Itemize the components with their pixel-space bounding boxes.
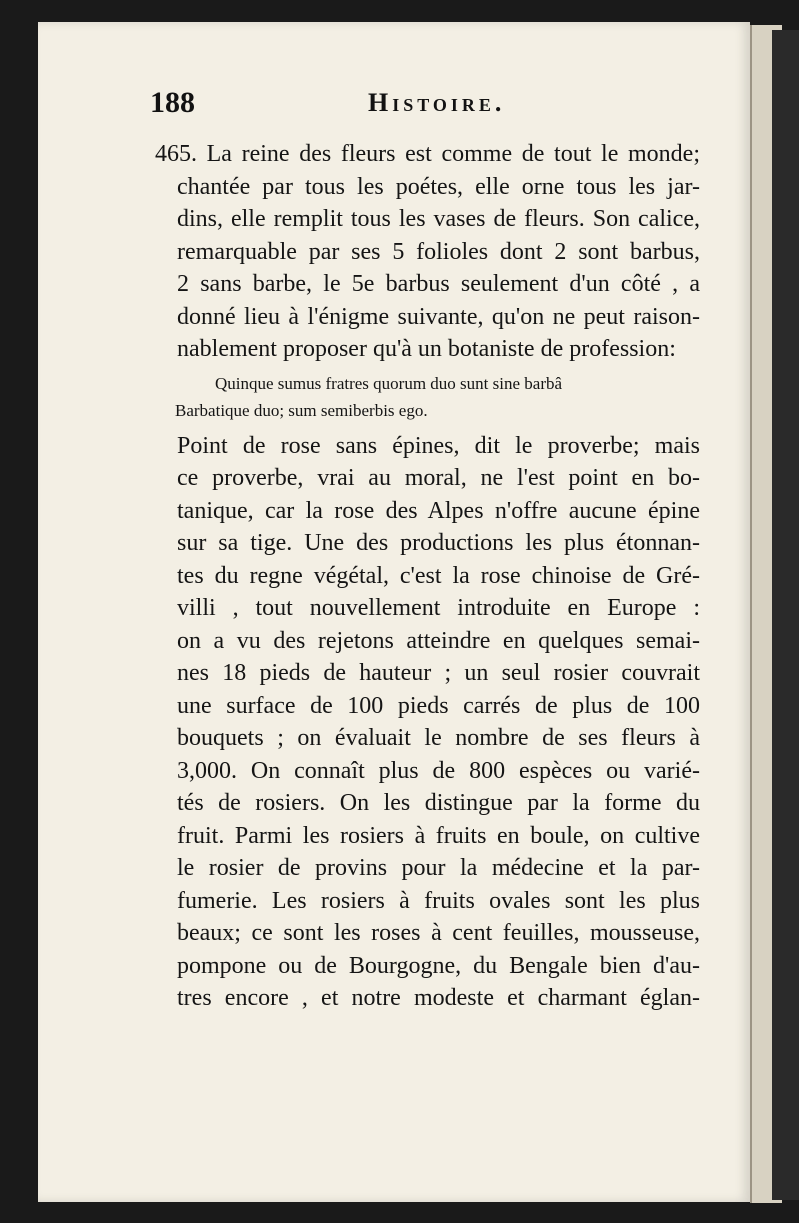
text-line: donné lieu à l'énigme suivante, qu'on ne peut raison- — [177, 303, 700, 330]
body-text — [155, 138, 700, 1015]
latin-quote — [155, 370, 700, 424]
text-line: on a vu des rejetons atteindre en quelques semai- — [177, 627, 700, 654]
text-line: tres encore , et notre modeste et charmant églan- — [177, 985, 700, 1011]
text-line: beaux; ce sont les roses à cent feuilles, mousseuse, — [177, 920, 700, 946]
text-line: tanique, car la rose des Alpes n'offre aucune épine — [177, 497, 700, 524]
quote-line: Barbatique duo; sum semiberbis ego. — [175, 400, 428, 420]
text-line: 2 sans barbe, le 5e barbus seulement d'un côté , a — [177, 271, 700, 297]
text-line: nablement proposer qu'à un botaniste de profession: — [177, 336, 676, 362]
text-line: pompone ou de Bourgogne, du Bengale bien d'au- — [177, 952, 700, 979]
text-line: villi , tout nouvellement introduite en Europe : — [177, 595, 700, 621]
page-header — [150, 86, 670, 126]
text-line: ce proverbe, vrai au moral, ne l'est point en bo- — [177, 465, 700, 491]
text-line: chantée par tous les poétes, elle orne tous les jar- — [177, 173, 700, 200]
background-edge — [772, 30, 799, 1200]
running-title: Histoire. — [368, 88, 506, 117]
text-line: Point de rose sans épines, dit le proverbe; mais — [177, 432, 700, 459]
text-line: fumerie. Les rosiers à fruits ovales sont les plus — [177, 887, 700, 914]
page-number: 188 — [150, 86, 195, 119]
quote-line: Quinque sumus fratres quorum duo sunt sine barbâ — [215, 373, 563, 393]
text-line: remarquable par ses 5 folioles dont 2 sont barbus, — [177, 238, 700, 265]
text-line: tes du regne végétal, c'est la rose chinoise de Gré- — [177, 562, 700, 589]
text-line: tés de rosiers. On les distingue par la forme du — [177, 790, 700, 816]
text-line: le rosier de provins pour la médecine et la par- — [177, 855, 700, 881]
text-line: 3,000. On connaît plus de 800 espèces ou varié- — [177, 757, 700, 784]
text-line: dins, elle remplit tous les vases de fleurs. Son calice, — [177, 206, 700, 232]
text-line: bouquets ; on évaluait le nombre de ses fleurs à — [177, 725, 700, 751]
text-line: nes 18 pieds de hauteur ; un seul rosier couvrait — [177, 660, 700, 686]
text-line: une surface de 100 pieds carrés de plus de 100 — [177, 692, 700, 719]
text-line: sur sa tige. Une des productions les plus étonnan- — [177, 530, 700, 556]
text-line: fruit. Parmi les rosiers à fruits en boule, on cultive — [177, 822, 700, 849]
text-line: 465. La reine des fleurs est comme de tout le monde; — [155, 141, 700, 167]
